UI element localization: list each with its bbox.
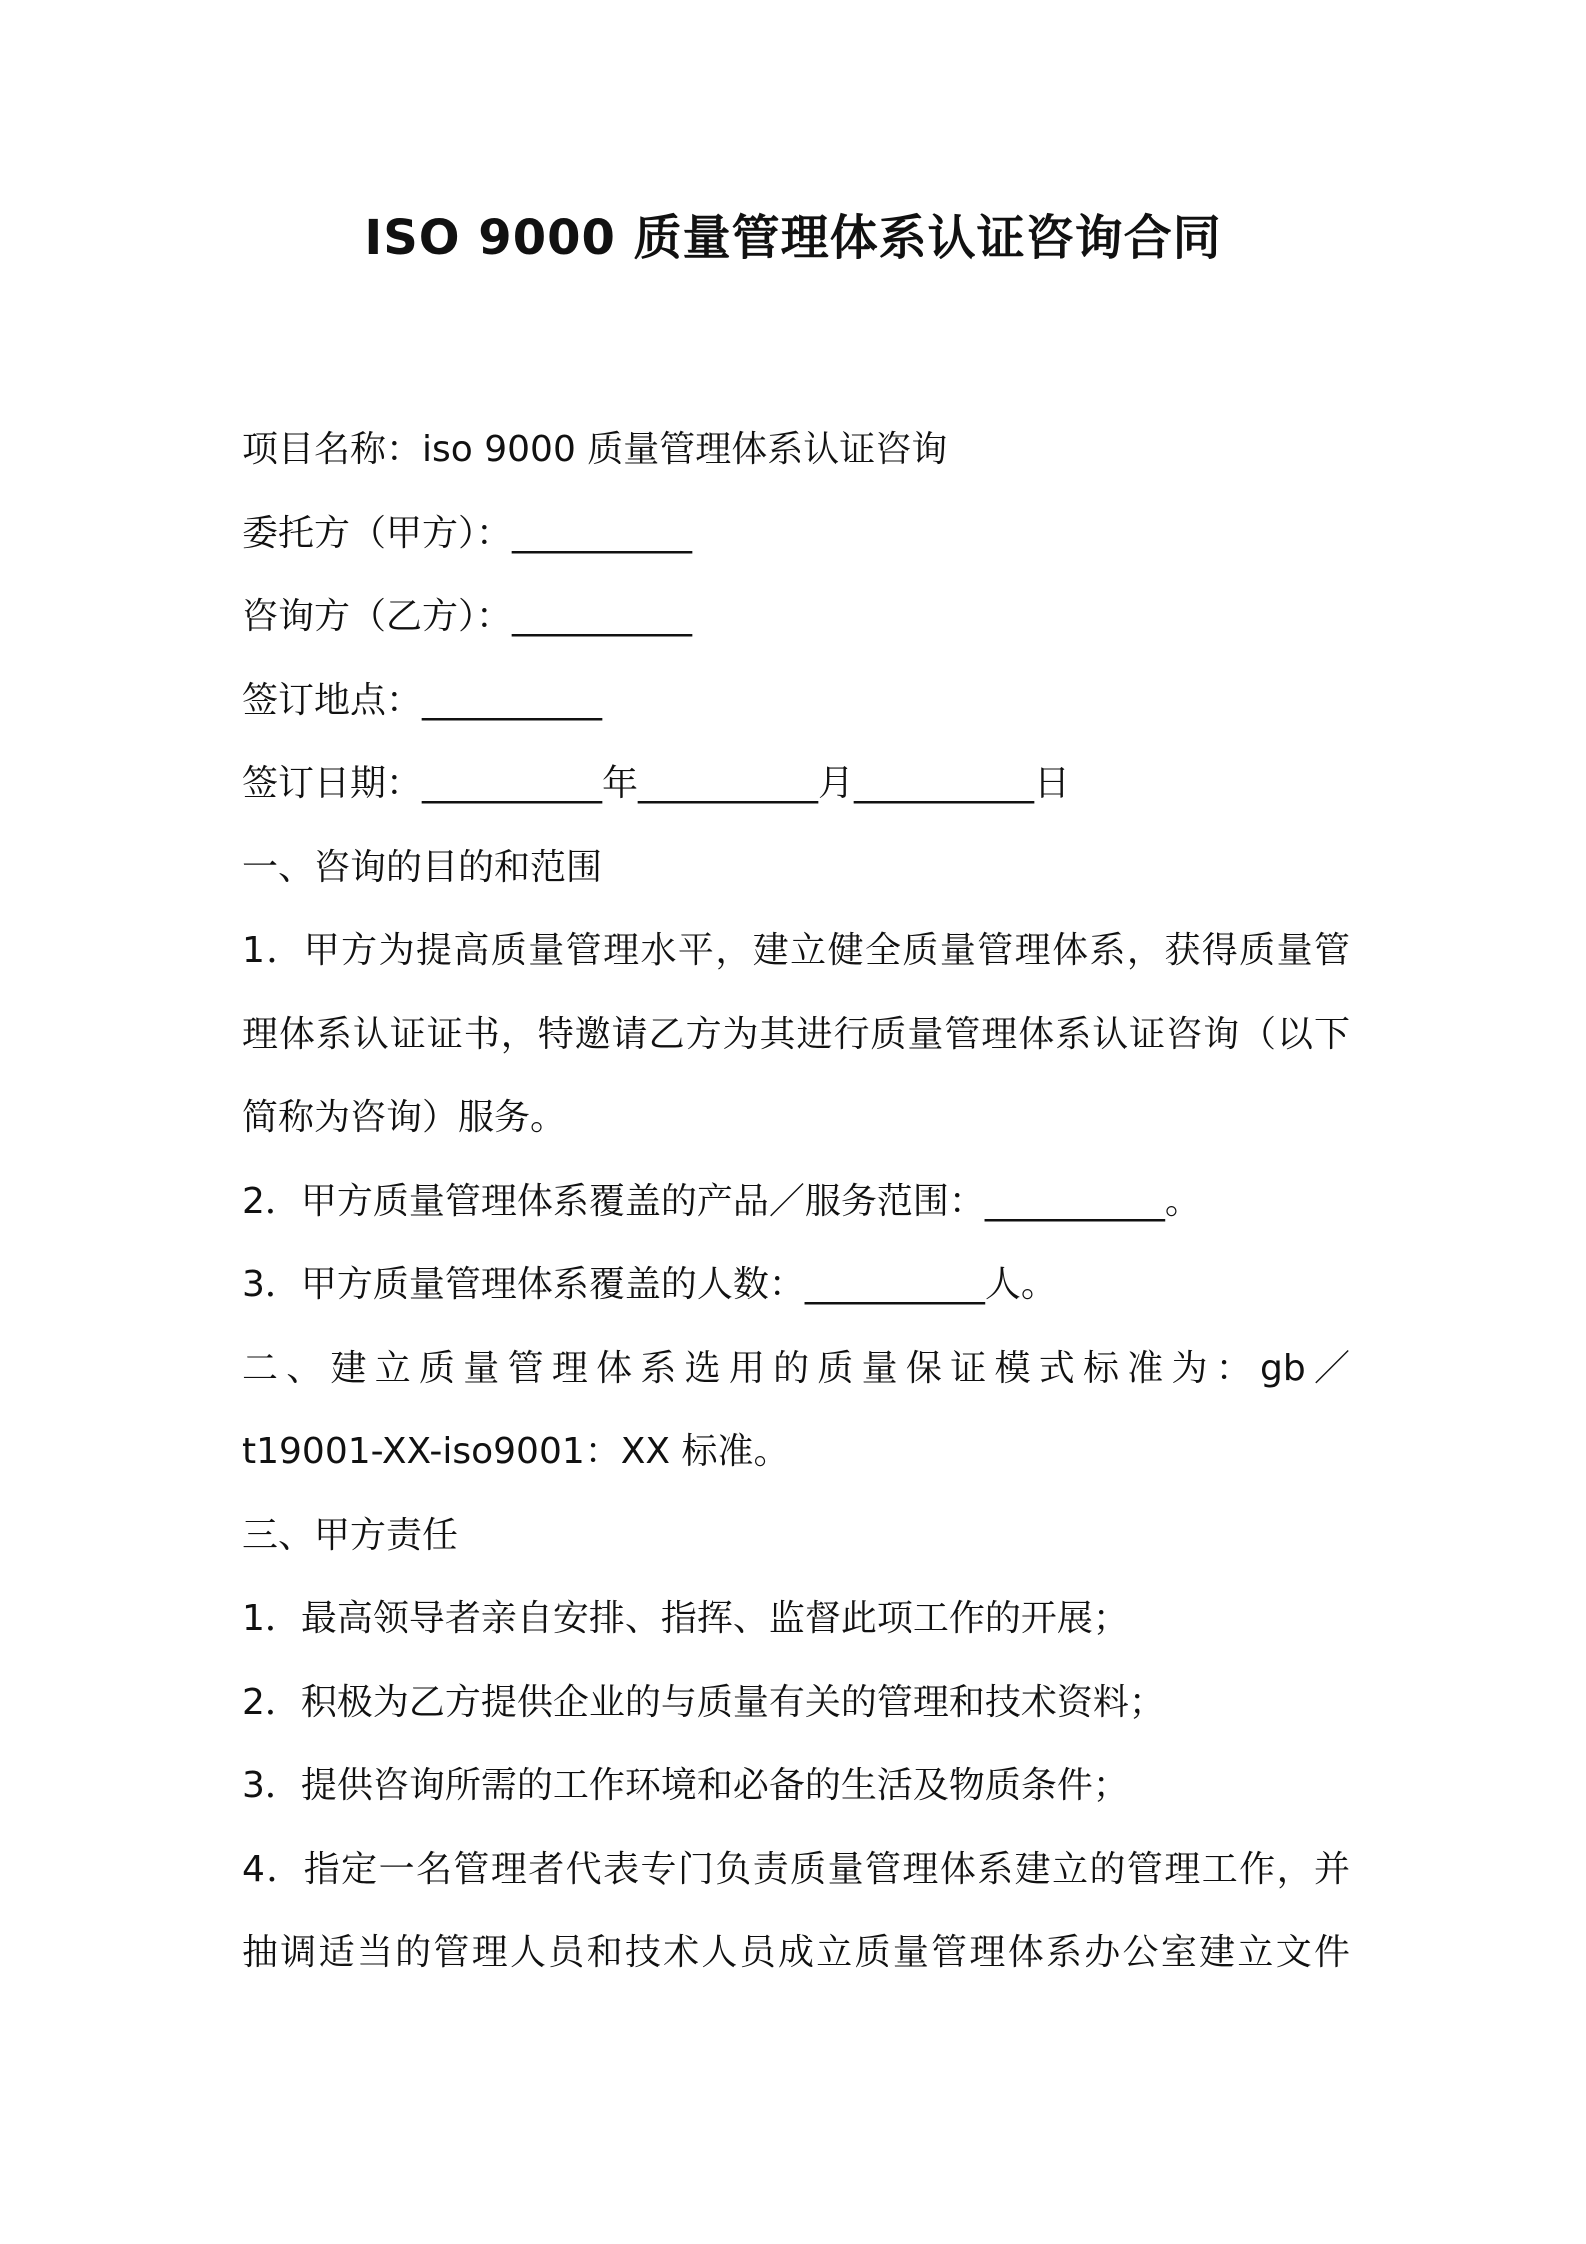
signing-place-line: 签订地点：__________ [242,679,603,721]
list-item: 3．提供咨询所需的工作环境和必备的生活及物质条件； [242,1765,1129,1806]
paragraph-line: t19001-XX-iso9001：XX 标准。 [242,1431,790,1472]
client-party-line: 委托方（甲方）：__________ [242,512,693,554]
paragraph-line: 简称为咨询）服务。 [242,1097,567,1138]
paragraph-line: 2．甲方质量管理体系覆盖的产品／服务范围：__________。 [242,1180,1201,1222]
list-item: 1．最高领导者亲自安排、指挥、监督此项工作的开展； [242,1598,1129,1639]
project-name-line: 项目名称：iso 9000 质量管理体系认证咨询 [242,429,948,470]
signing-date-line: 签订日期：__________年__________月__________日 [242,763,1071,804]
paragraph-line: 3．甲方质量管理体系覆盖的人数：__________人。 [242,1264,1057,1305]
section-heading-standard: 二、建立质量管理体系选用的质量保证模式标准为：gb／ [242,1347,1350,1389]
document-body [242,408,1350,1995]
section-heading-party-a-duties: 三、甲方责任 [242,1514,459,1556]
paragraph-line: 理体系认证证书，特邀请乙方为其进行质量管理体系认证咨询（以下 [242,1013,1350,1055]
paragraph-line: 抽调适当的管理人员和技术人员成立质量管理体系办公室建立文件 [242,1932,1350,1973]
document-title: ISO 9000 质量管理体系认证咨询合同 [364,210,1222,266]
list-item: 4．指定一名管理者代表专门负责质量管理体系建立的管理工作，并 [242,1848,1350,1890]
consultant-party-line: 咨询方（乙方）：__________ [242,596,693,637]
list-item: 2．积极为乙方提供企业的与质量有关的管理和技术资料； [242,1681,1165,1723]
paragraph-line: 1．甲方为提高质量管理水平，建立健全质量管理体系，获得质量管 [242,930,1350,971]
section-heading-purpose-scope: 一、咨询的目的和范围 [242,846,603,888]
